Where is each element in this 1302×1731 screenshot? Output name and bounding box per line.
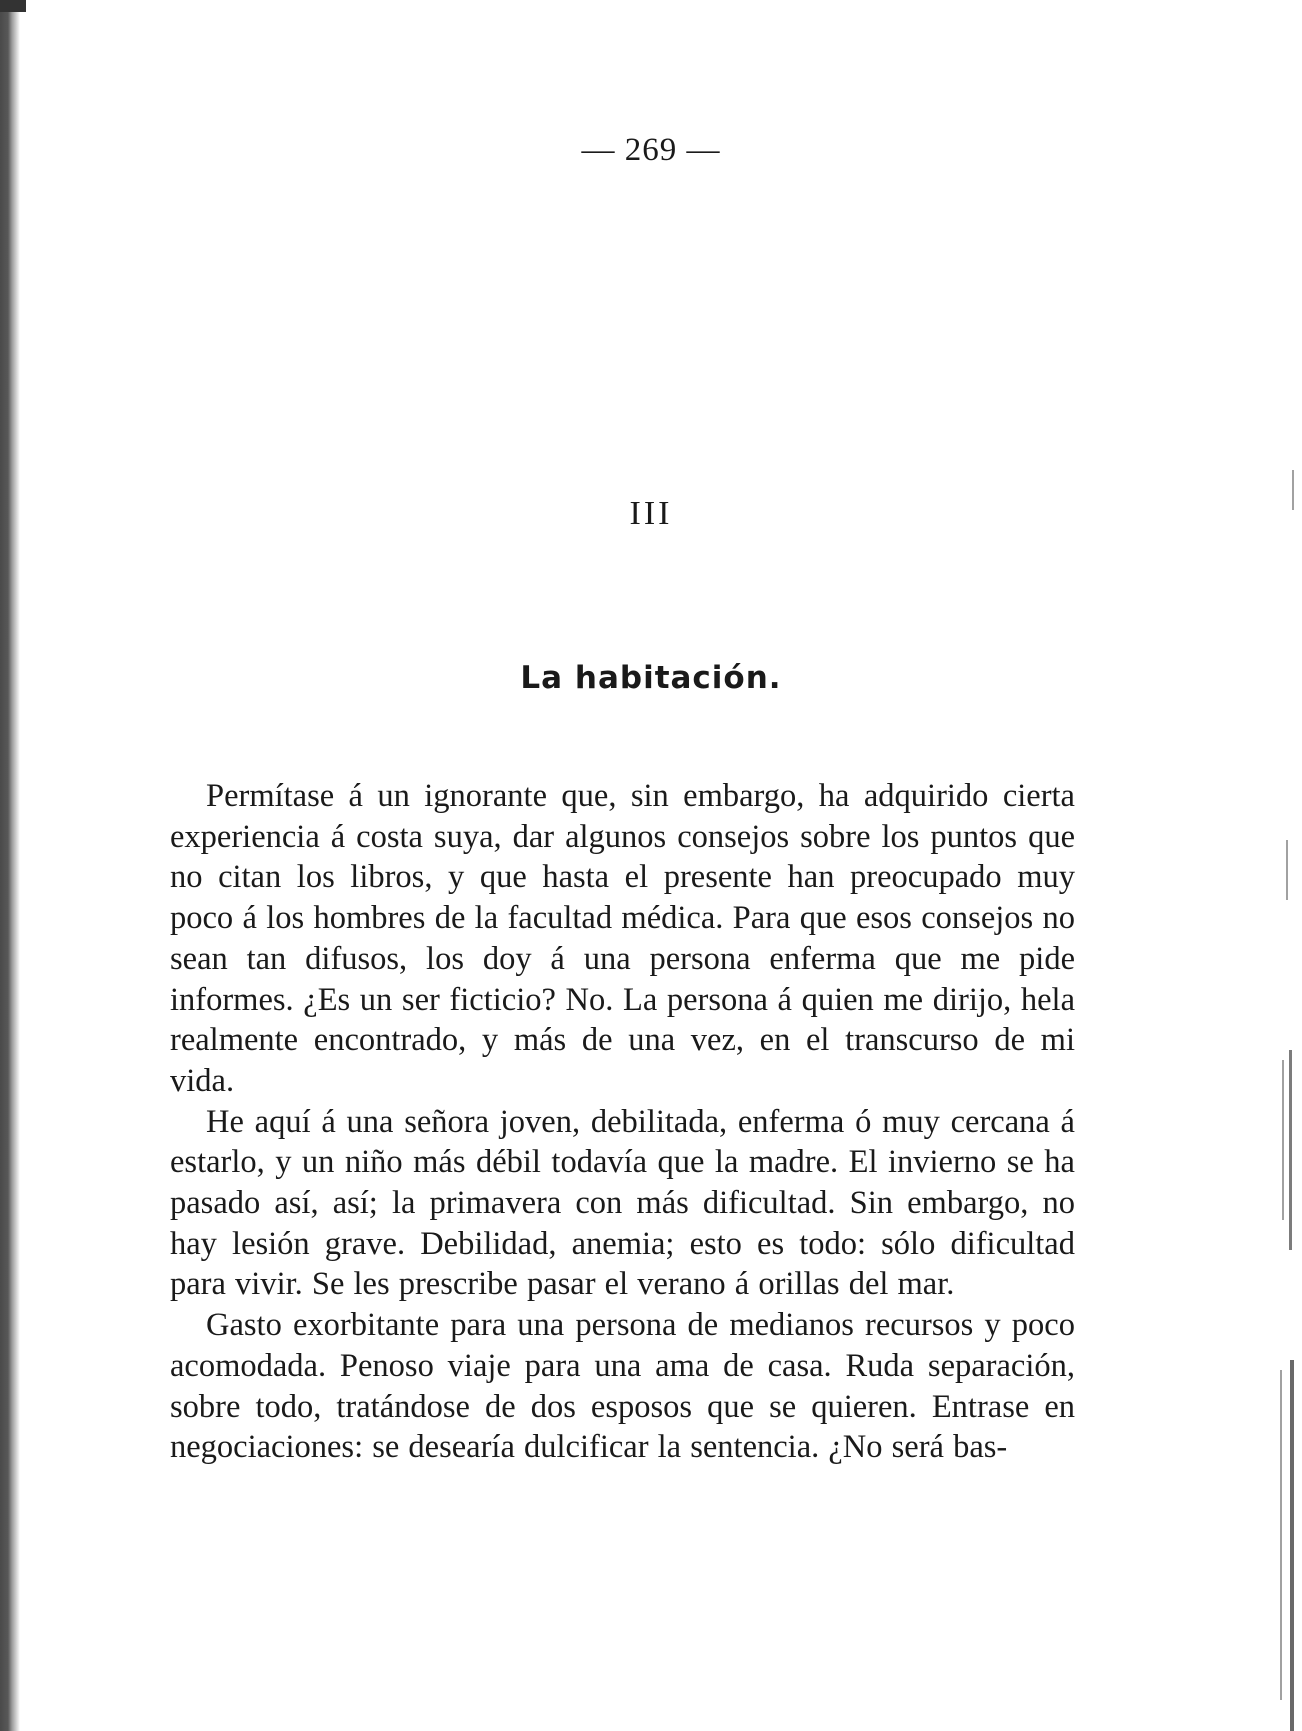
paragraph: Permítase á un ignorante que, sin embargo, ha adquirido cierta experiencia á costa suya, dar algunos consejos sobre los puntos que no citan los libros, y que hasta el presente han preocupado muy poco á los hombres de la facultad médica. Para que esos consejos no sean tan difusos, los doy á una persona enferma que me pide informes. ¿Es un ser ficticio? No. La persona á quien me dirijo, hela realmente encontrado, y más de una vez, en el transcurso de mi vida. — [170, 778, 1075, 1099]
body-text — [170, 776, 1075, 1468]
paragraph: He aquí á una señora joven, debilitada, enferma ó muy cercana á estarlo, y un niño más débil todavía que la madre. El invierno se ha pasado así, así; la primavera con más dificultad. Sin embargo, no hay lesión grave. Debilidad, anemia; esto es todo: sólo dificultad para vivir. Se les prescribe pasar el verano á orillas del mar. — [170, 1103, 1075, 1303]
section-title: La habitación. — [520, 660, 782, 696]
paragraph: Gasto exorbitante para una persona de medianos recursos y poco acomodada. Penoso viaje para una ama de casa. Ruda separación, sobre todo, tratándose de dos esposos que se quieren. Entrase en negociaciones: se desearía dulcificar la sentencia. ¿No será bas- — [170, 1307, 1075, 1466]
scan-corner-mark — [0, 0, 26, 12]
page-number: — 269 — — [581, 132, 721, 168]
scan-gutter-left — [0, 0, 20, 1731]
edge-mark — [1282, 1060, 1284, 1220]
edge-mark — [1289, 1050, 1292, 1250]
edge-mark — [1290, 1360, 1294, 1731]
chapter-numeral: III — [629, 495, 673, 532]
edge-mark — [1280, 1370, 1282, 1700]
edge-mark — [1286, 840, 1288, 900]
scan-edge-marks-right — [1272, 0, 1302, 1731]
